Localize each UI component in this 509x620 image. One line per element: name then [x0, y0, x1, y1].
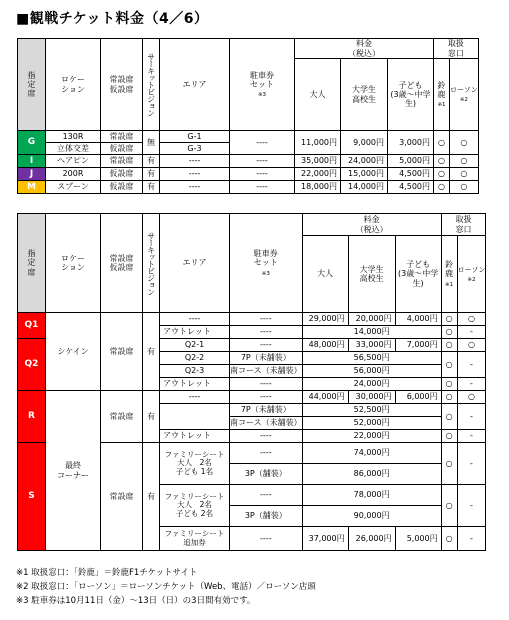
header-adult: 大人 [302, 236, 348, 313]
flat-price: 24,000円 [302, 378, 441, 391]
area-cell: アウトレット [160, 378, 230, 391]
suzuka-mark: ○ [441, 404, 457, 430]
header-location: ロケー ション [46, 39, 101, 131]
header-area: エリア [160, 39, 230, 131]
header-type: 常設席 仮設席 [101, 39, 143, 131]
lawson-mark: - [457, 430, 486, 443]
parking-cell: ---- [230, 339, 303, 352]
adult-price: 18,000円 [295, 181, 341, 194]
lawson-mark: - [457, 352, 486, 378]
footnote-1: ※1 取扱窓口：「鈴鹿」＝鈴鹿F1チケットサイト [16, 568, 198, 578]
location-cell: 200R [46, 168, 101, 181]
parking-cell: 南コース（未舗装） [230, 417, 303, 430]
parking-cell: ---- [230, 131, 295, 155]
flat-price: 78,000円 [302, 485, 441, 506]
student-price: 20,000円 [348, 313, 395, 326]
ticket-table-2 [17, 213, 486, 551]
lawson-mark: - [457, 443, 486, 485]
seat-m: M [18, 181, 46, 194]
student-price: 14,000円 [341, 181, 388, 194]
location-cell: スプーン [46, 181, 101, 194]
suzuka-mark: ○ [441, 339, 457, 352]
parking-cell: 南コース（未舗装） [230, 365, 303, 378]
flat-price: 56,500円 [302, 352, 441, 365]
flat-price: 14,000円 [302, 326, 441, 339]
student-price: 24,000円 [341, 155, 388, 168]
parking-cell: ---- [230, 430, 303, 443]
parking-cell: 7P（未舗装） [230, 352, 303, 365]
location-final-corner: 最終 コーナー [46, 391, 101, 551]
student-price: 26,000円 [348, 527, 395, 551]
vision-cell: 有 [143, 391, 160, 443]
header-vision: サーキットビジョン [143, 39, 160, 131]
vision-cell: 有 [143, 168, 160, 181]
flat-price: 86,000円 [302, 464, 441, 485]
student-price: 33,000円 [348, 339, 395, 352]
seat-g: G [18, 131, 46, 155]
suzuka-mark: ○ [441, 527, 457, 551]
header-seat: 指 定 席 [18, 214, 46, 313]
lawson-mark: - [457, 326, 486, 339]
adult-price: 44,000円 [302, 391, 348, 404]
location-cell: 立体交差 [46, 143, 101, 155]
student-price: 9,000円 [341, 131, 388, 155]
lawson-mark: - [457, 485, 486, 527]
suzuka-mark: ○ [434, 131, 450, 155]
lawson-mark: - [457, 527, 486, 551]
area-cell: アウトレット [160, 326, 230, 339]
flat-price: 22,000円 [302, 430, 441, 443]
header-price: 料金 （税込） [302, 214, 441, 236]
header-price: 料金 （税込） [295, 39, 434, 59]
parking-cell: ---- [230, 485, 303, 506]
parking-cell: ---- [230, 168, 295, 181]
lawson-mark: ○ [450, 168, 479, 181]
flat-price: 52,000円 [302, 417, 441, 430]
parking-cell: ---- [230, 181, 295, 194]
child-price: 3,000円 [388, 131, 434, 155]
parking-cell: 3P（舗装） [230, 506, 303, 527]
adult-price: 29,000円 [302, 313, 348, 326]
parking-cell: 7P（未舗装） [230, 404, 303, 417]
parking-cell: ---- [230, 155, 295, 168]
area-cell: G-3 [160, 143, 230, 155]
child-price: 5,000円 [395, 527, 441, 551]
type-cell: 仮設席 [101, 181, 143, 194]
header-suzuka: 鈴 鹿 ※1 [434, 59, 450, 131]
page-title: ■観戦チケット料金（4／6） [16, 11, 209, 27]
vision-cell: 有 [143, 313, 160, 391]
adult-price: 22,000円 [295, 168, 341, 181]
adult-price: 37,000円 [302, 527, 348, 551]
suzuka-mark: ○ [441, 326, 457, 339]
header-handling: 取扱 窓口 [434, 39, 479, 59]
suzuka-mark: ○ [434, 168, 450, 181]
area-cell: ファミリーシート 大人 2名 子ども 1名 [160, 443, 230, 485]
lawson-mark: ○ [450, 131, 479, 155]
lawson-mark: ○ [457, 391, 486, 404]
area-cell: Q2-3 [160, 365, 230, 378]
suzuka-mark: ○ [434, 181, 450, 194]
seat-i: I [18, 155, 46, 168]
header-suzuka: 鈴 鹿 ※1 [441, 236, 457, 313]
suzuka-mark: ○ [441, 313, 457, 326]
child-price: 6,000円 [395, 391, 441, 404]
type-cell: 常設席 [101, 155, 143, 168]
seat-q1: Q1 [18, 313, 46, 339]
lawson-mark: ○ [450, 181, 479, 194]
lawson-mark: ○ [450, 155, 479, 168]
adult-price: 48,000円 [302, 339, 348, 352]
parking-cell: ---- [230, 391, 303, 404]
header-vision: サーキットビジョン [143, 214, 160, 313]
type-cell: 仮設席 [101, 168, 143, 181]
student-price: 15,000円 [341, 168, 388, 181]
footnote-3: ※3 駐車券は10月11日（金）～13日（日）の3日間有効です。 [16, 596, 256, 606]
area-cell: ---- [160, 391, 230, 404]
child-price: 7,000円 [395, 339, 441, 352]
header-parking: 駐車券 セット ※3 [230, 39, 295, 131]
suzuka-mark: ○ [441, 485, 457, 527]
suzuka-mark: ○ [441, 378, 457, 391]
flat-price: 52,500円 [302, 404, 441, 417]
vision-cell: 有 [143, 155, 160, 168]
type-cell: 仮設席 [101, 143, 143, 155]
area-cell: ---- [160, 155, 230, 168]
child-price: 4,500円 [388, 168, 434, 181]
area-cell: G-1 [160, 131, 230, 143]
suzuka-mark: ○ [441, 443, 457, 485]
parking-cell: 3P（舗装） [230, 464, 303, 485]
area-cell: アウトレット [160, 430, 230, 443]
area-cell: ---- [160, 313, 230, 326]
suzuka-mark: ○ [441, 391, 457, 404]
flat-price: 56,000円 [302, 365, 441, 378]
area-cell: ---- [160, 181, 230, 194]
seat-s: S [18, 443, 46, 551]
area-cell: ---- [160, 168, 230, 181]
header-seat: 指 定 席 [18, 39, 46, 131]
seat-r: R [18, 391, 46, 443]
header-adult: 大人 [295, 59, 341, 131]
lawson-mark: ○ [457, 313, 486, 326]
vision-cell: 有 [143, 443, 160, 551]
header-student: 大学生 高校生 [348, 236, 395, 313]
vision-cell: 有 [143, 181, 160, 194]
area-cell: ファミリーシート 大人 2名 子ども 2名 [160, 485, 230, 527]
parking-cell: ---- [230, 443, 303, 464]
seat-j: J [18, 168, 46, 181]
type-cell: 常設席 [101, 131, 143, 143]
seat-q2: Q2 [18, 339, 46, 391]
child-price: 4,000円 [395, 313, 441, 326]
flat-price: 74,000円 [302, 443, 441, 464]
child-price: 4,500円 [388, 181, 434, 194]
adult-price: 35,000円 [295, 155, 341, 168]
location-cell: 130R [46, 131, 101, 143]
adult-price: 11,000円 [295, 131, 341, 155]
header-parking: 駐車券 セット ※3 [230, 214, 303, 313]
area-cell: Q2-1 [160, 339, 230, 352]
parking-cell: ---- [230, 326, 303, 339]
ticket-table-1 [17, 38, 479, 194]
suzuka-mark: ○ [441, 430, 457, 443]
header-handling: 取扱 窓口 [441, 214, 486, 236]
lawson-mark: ○ [457, 339, 486, 352]
parking-cell: ---- [230, 527, 303, 551]
suzuka-mark: ○ [434, 155, 450, 168]
vision-cell: 無 [143, 131, 160, 155]
child-price: 5,000円 [388, 155, 434, 168]
type-cell: 常設席 [101, 313, 143, 391]
header-type: 常設席 仮設席 [101, 214, 143, 313]
lawson-mark: - [457, 404, 486, 430]
student-price: 30,000円 [348, 391, 395, 404]
area-cell: Q2-2 [160, 352, 230, 365]
header-lawson: ローソン ※2 [450, 59, 479, 131]
lawson-mark: - [457, 378, 486, 391]
location-cell: ヘアピン [46, 155, 101, 168]
area-cell: ファミリーシート 追加券 [160, 527, 230, 551]
area-cell [160, 404, 230, 430]
header-child: 子ども (3歳～中学生) [395, 236, 441, 313]
header-location: ロケー ション [46, 214, 101, 313]
header-lawson: ローソン ※2 [457, 236, 486, 313]
flat-price: 90,000円 [302, 506, 441, 527]
header-area: エリア [160, 214, 230, 313]
type-cell: 常設席 [101, 391, 143, 443]
location-chicane: シケイン [46, 313, 101, 391]
header-child: 子ども (3歳～中学生) [388, 59, 434, 131]
parking-cell: ---- [230, 378, 303, 391]
suzuka-mark: ○ [441, 352, 457, 378]
parking-cell: ---- [230, 313, 303, 326]
type-cell: 常設席 [101, 443, 143, 551]
footnote-2: ※2 取扱窓口：「ローソン」＝ローソンチケット（Web、電話）／ローソン店頭 [16, 582, 316, 592]
header-student: 大学生 高校生 [341, 59, 388, 131]
